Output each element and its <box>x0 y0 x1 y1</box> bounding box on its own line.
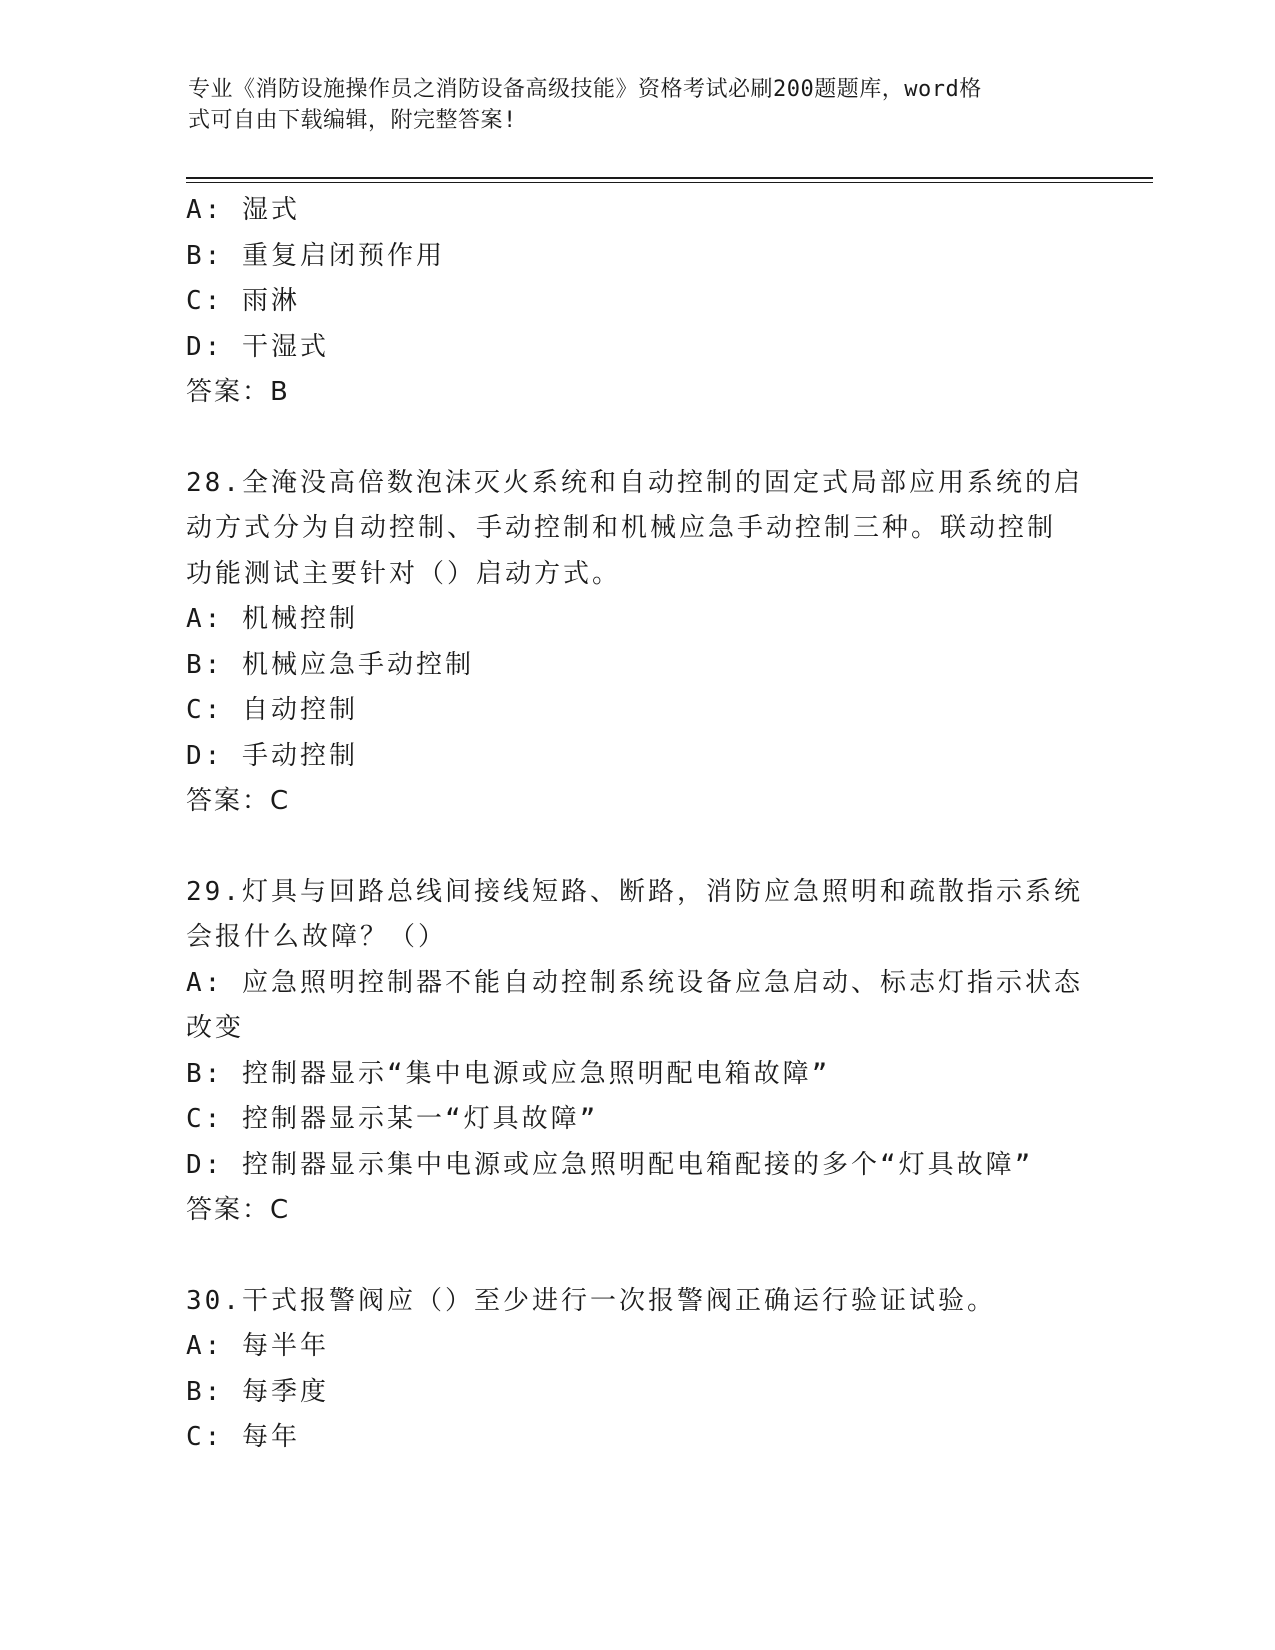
header-rule-thick <box>186 177 1153 179</box>
question-text-line: 会报什么故障？（） <box>186 922 448 952</box>
option-b: B: 机械应急手动控制 <box>186 649 474 680</box>
option-b: B: 控制器显示“集中电源或应急照明配电箱故障” <box>186 1058 831 1089</box>
header-line-1: 专业《消防设施操作员之消防设备高级技能》资格考试必刷200题题库，word格 <box>188 77 982 102</box>
option-c: C: 雨淋 <box>186 286 300 316</box>
header-line-2: 式可自由下载编辑，附完整答案! <box>188 108 517 133</box>
spacer <box>186 416 1086 461</box>
option-b: B: 重复启闭预作用 <box>186 240 445 271</box>
question-30 <box>186 1279 1086 1461</box>
option-c: C: 自动控制 <box>186 695 358 725</box>
option-a: A: 湿式 <box>186 195 300 225</box>
option-b: B: 每季度 <box>186 1376 329 1407</box>
answer: 答案：C <box>186 1195 291 1225</box>
question-list <box>186 188 1086 1461</box>
answer: 答案：C <box>186 786 291 816</box>
question-text-line: 29.灯具与回路总线间接线短路、断路，消防应急照明和疏散指示系统 <box>186 876 1083 907</box>
option-a-continued: 改变 <box>186 1013 245 1043</box>
option-a: A: 应急照明控制器不能自动控制系统设备应急启动、标志灯指示状态 <box>186 967 1083 998</box>
question-text-line: 28.全淹没高倍数泡沫灭火系统和自动控制的固定式局部应用系统的启 <box>186 467 1083 498</box>
spacer <box>186 1234 1086 1279</box>
document-header <box>188 74 1068 136</box>
spacer <box>186 825 1086 870</box>
option-c: C: 每年 <box>186 1422 300 1452</box>
question-29 <box>186 870 1086 1234</box>
answer: 答案：B <box>186 377 290 407</box>
option-a: A: 机械控制 <box>186 604 358 634</box>
option-c: C: 控制器显示某一“灯具故障” <box>186 1104 599 1134</box>
question-28 <box>186 461 1086 825</box>
option-d: D: 干湿式 <box>186 331 329 362</box>
question-text-line: 30.干式报警阀应（）至少进行一次报警阀正确运行验证试验。 <box>186 1285 996 1316</box>
header-rule-thin <box>186 182 1153 183</box>
option-d: D: 控制器显示集中电源或应急照明配电箱配接的多个“灯具故障” <box>186 1149 1034 1180</box>
option-d: D: 手动控制 <box>186 740 358 771</box>
question-27 <box>186 188 1086 416</box>
question-text-line: 功能测试主要针对（）启动方式。 <box>186 558 622 589</box>
question-text-line: 动方式分为自动控制、手动控制和机械应急手动控制三种。联动控制 <box>186 513 1057 543</box>
option-a: A: 每半年 <box>186 1331 329 1361</box>
